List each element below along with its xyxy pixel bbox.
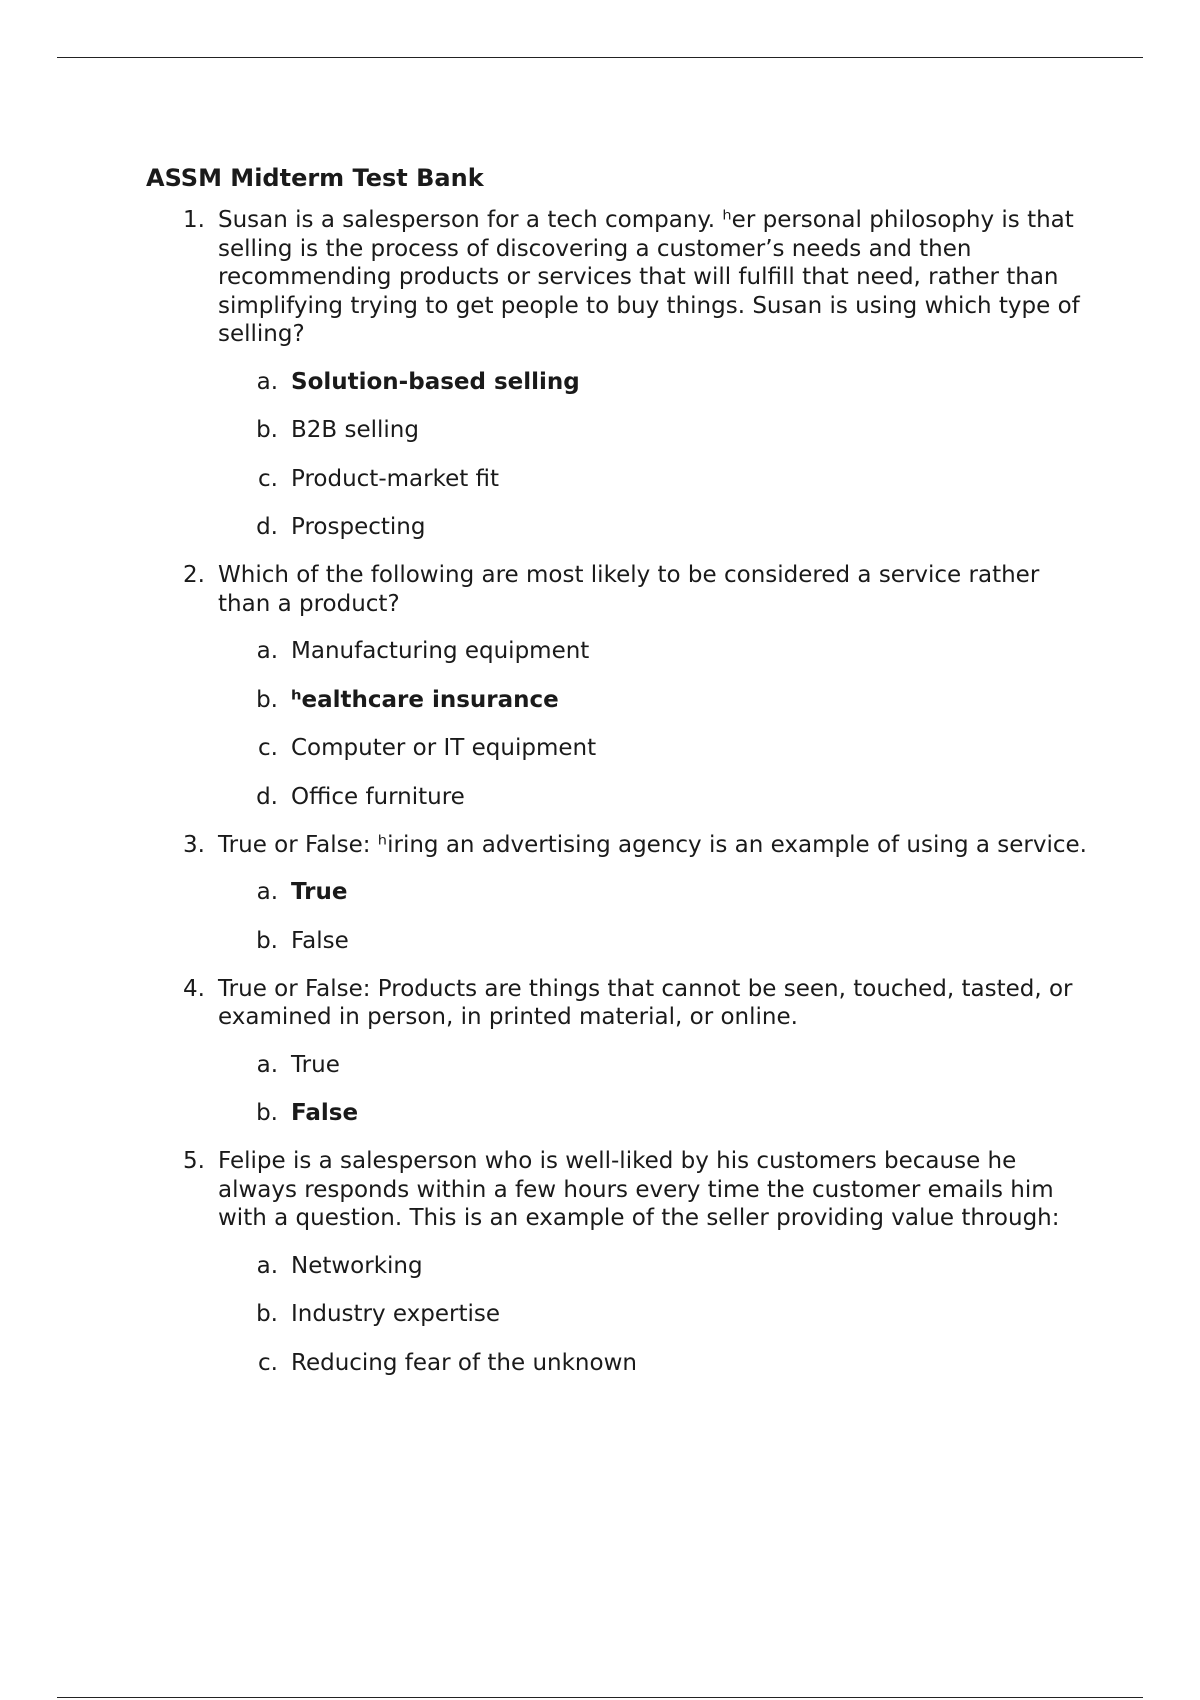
option-letter: c.: [258, 735, 278, 761]
answer-option-correct: [146, 685, 1096, 715]
question-text: True or False: Products are things that cannot be seen, touched, tasted, or examined in person, in printed material, or online.: [218, 975, 1073, 1030]
question-number: 4.: [183, 975, 205, 1002]
question-5: [146, 1147, 1096, 1233]
answer-option: [146, 782, 1096, 812]
bottom-rule: [57, 1697, 1143, 1698]
option-text: Prospecting: [291, 514, 426, 540]
page-title: ASSM Midterm Test Bank: [146, 164, 484, 192]
answer-option-correct: [146, 1098, 1096, 1128]
answer-option-correct: [146, 367, 1096, 397]
option-text: True: [291, 1051, 340, 1078]
option-letter: d.: [256, 514, 278, 540]
question-number: 2.: [183, 562, 205, 588]
option-letter: c.: [258, 1349, 278, 1376]
answer-option: [146, 415, 1096, 445]
answer-options: [146, 1050, 1096, 1129]
option-text: Industry expertise: [291, 1301, 501, 1327]
option-text: B2B selling: [291, 417, 419, 443]
question-1: [146, 206, 1096, 349]
option-letter: b.: [256, 417, 278, 443]
option-text: Reducing fear of the unknown: [291, 1349, 637, 1376]
question-list: [146, 206, 1096, 1378]
answer-option: [146, 1348, 1096, 1378]
option-text: Office furniture: [291, 783, 465, 810]
option-letter: b.: [256, 1100, 278, 1126]
answer-option: [146, 636, 1096, 666]
question-4: [146, 975, 1096, 1032]
option-letter: d.: [256, 783, 278, 810]
answer-option: [146, 512, 1096, 542]
answer-option: [146, 1251, 1096, 1281]
answer-option-correct: [146, 877, 1096, 907]
answer-options: [146, 367, 1096, 543]
option-text: False: [291, 1100, 359, 1126]
answer-options: [146, 877, 1096, 956]
option-letter: a.: [256, 368, 278, 395]
answer-options: [146, 636, 1096, 812]
option-text: Product-market fit: [291, 465, 500, 492]
question-text: True or False: ʰiring an advertising agency is an example of using a service.: [218, 831, 1087, 858]
option-letter: b.: [256, 686, 278, 713]
question-2: [146, 561, 1096, 618]
answer-option: [146, 926, 1096, 956]
option-text: Solution-based selling: [291, 368, 580, 395]
option-text: Manufacturing equipment: [291, 638, 590, 664]
option-text: ʰealthcare insurance: [291, 686, 559, 713]
option-letter: a.: [256, 1252, 278, 1279]
option-letter: b.: [256, 1301, 278, 1327]
option-letter: a.: [256, 638, 278, 664]
document-body: [146, 160, 1096, 1397]
answer-option: [146, 733, 1096, 763]
question-text: Which of the following are most likely to be considered a service rather than a product?: [218, 562, 1040, 617]
option-letter: b.: [256, 927, 278, 954]
option-letter: a.: [256, 879, 278, 905]
option-letter: c.: [258, 465, 278, 492]
answer-option: [146, 1050, 1096, 1080]
answer-option: [146, 1299, 1096, 1329]
question-3: [146, 831, 1096, 860]
option-letter: a.: [256, 1051, 278, 1078]
question-number: 1.: [183, 207, 205, 233]
answer-options: [146, 1251, 1096, 1378]
option-text: Computer or IT equipment: [291, 735, 597, 761]
option-text: True: [291, 879, 348, 905]
answer-option: [146, 464, 1096, 494]
option-text: Networking: [291, 1252, 423, 1279]
question-text: Susan is a salesperson for a tech company. ʰer personal philosophy is that selling is the process of discovering a customer’s needs and then recommending products or services that will fulfill that need, rather than simplifying trying to get people to buy things. Susan is using which type of selling?: [218, 207, 1080, 347]
option-text: False: [291, 927, 349, 954]
question-text: Felipe is a salesperson who is well-liked by his customers because he always responds within a few hours every time the customer emails him with a question. This is an example of the seller providing value through:: [218, 1148, 1060, 1231]
top-rule: [57, 57, 1143, 58]
question-number: 5.: [183, 1148, 205, 1174]
question-number: 3.: [183, 831, 205, 858]
